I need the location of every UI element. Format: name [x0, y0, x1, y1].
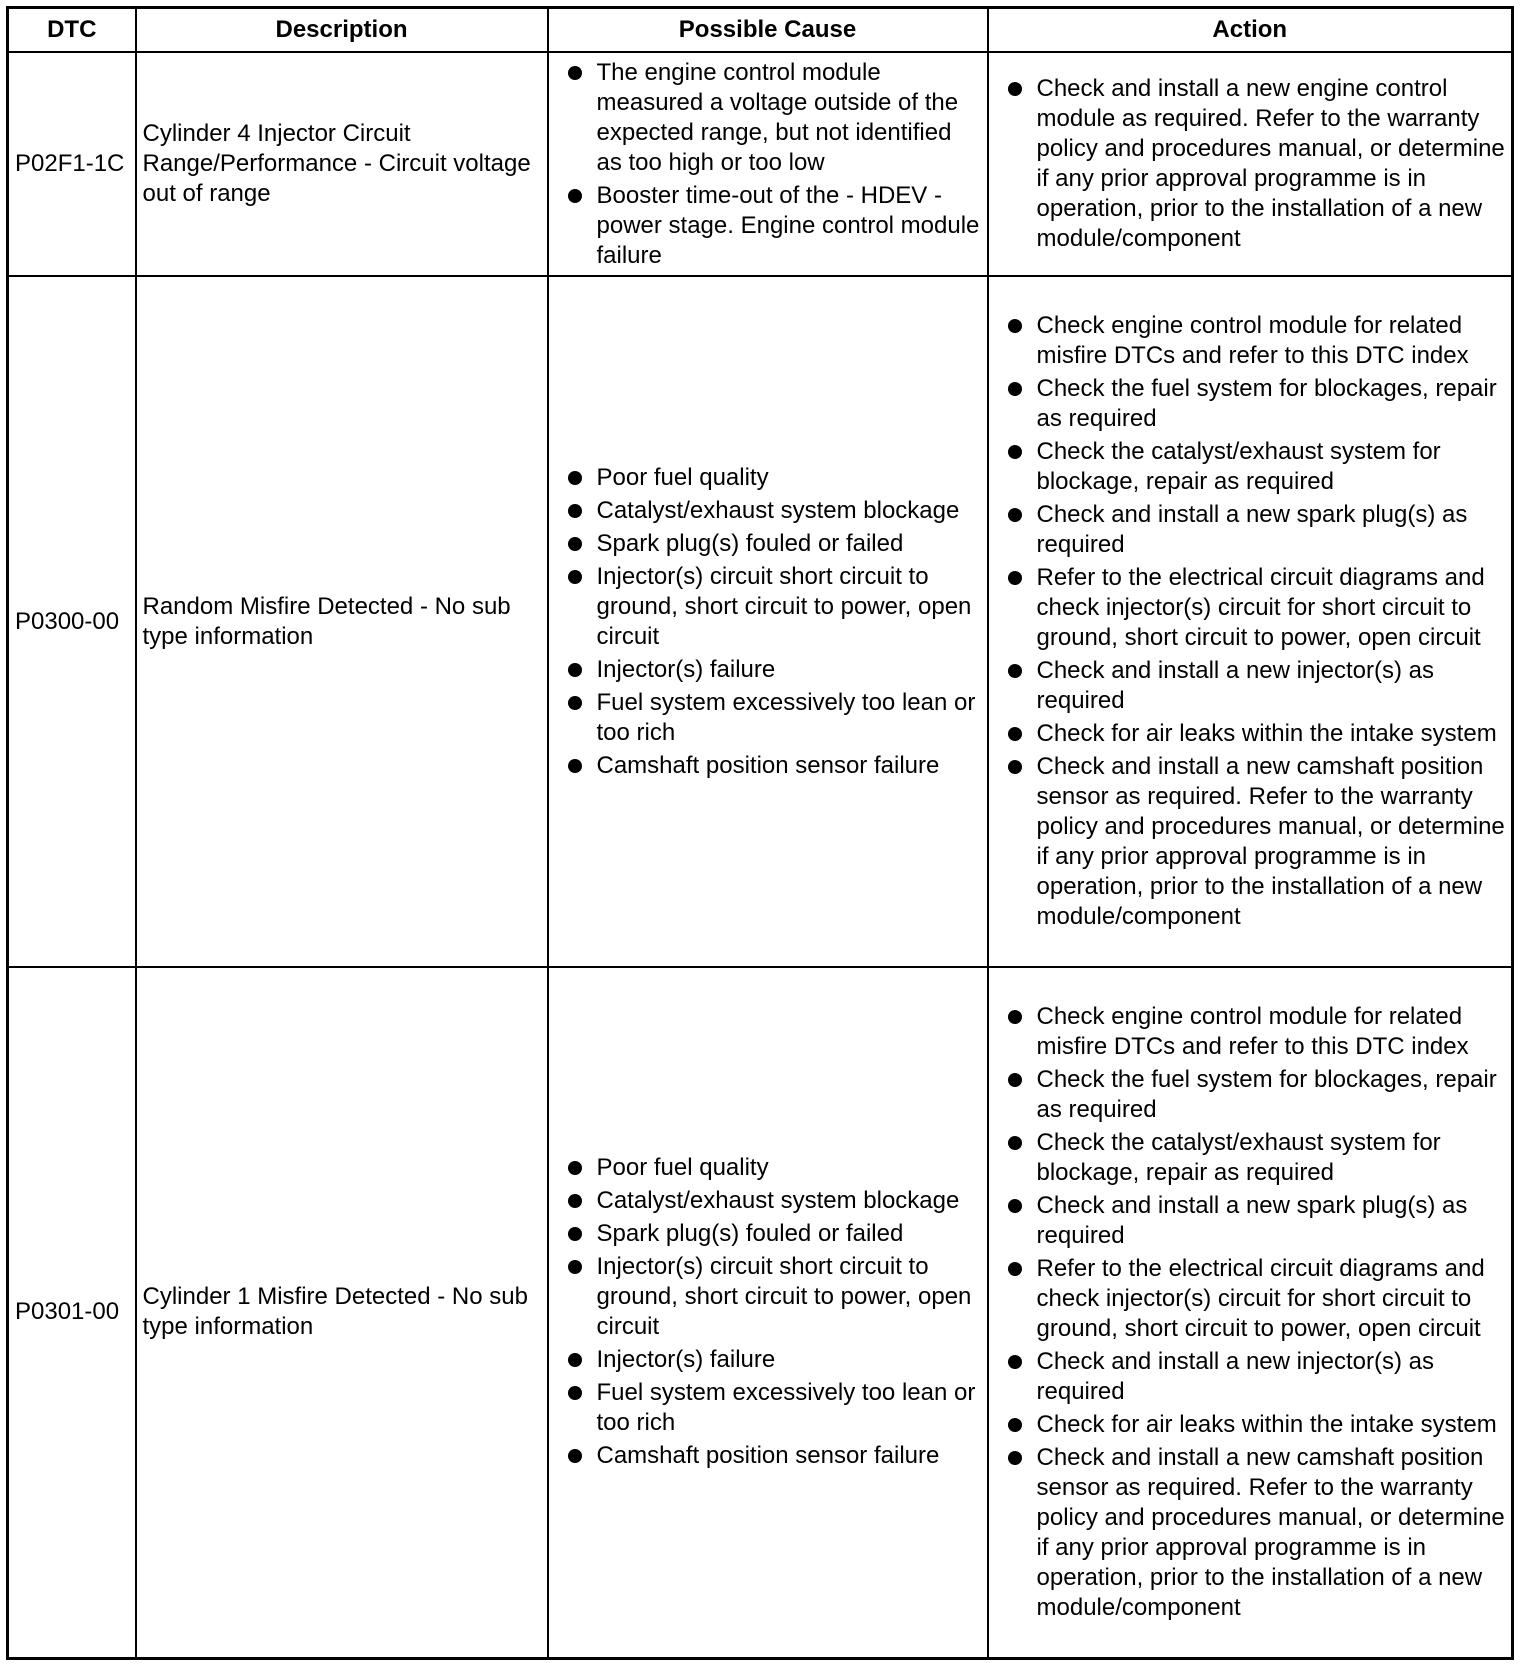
- possible-cause-item: Poor fuel quality: [549, 1153, 987, 1183]
- action-item: Check and install a new injector(s) as required: [989, 656, 1512, 716]
- possible-cause-item: Camshaft position sensor failure: [549, 1441, 987, 1471]
- possible-cause-item: Camshaft position sensor failure: [549, 751, 987, 781]
- table-row: [8, 967, 1513, 1658]
- action-item: Check the catalyst/exhaust system for blockage, repair as required: [989, 1128, 1512, 1188]
- possible-cause-cell: [548, 52, 988, 276]
- header-dtc: DTC: [8, 8, 136, 53]
- possible-cause-item: Booster time-out of the - HDEV - power stage. Engine control module failure: [549, 181, 987, 271]
- dtc-description: Random Misfire Detected - No sub type information: [136, 276, 548, 967]
- possible-cause-item: Injector(s) circuit short circuit to ground, short circuit to power, open circuit: [549, 562, 987, 652]
- table-row: [8, 52, 1513, 276]
- dtc-code: P02F1-1C: [8, 52, 136, 276]
- action-list: [989, 1002, 1512, 1623]
- possible-cause-item: Catalyst/exhaust system blockage: [549, 496, 987, 526]
- dtc-code: P0300-00: [8, 276, 136, 967]
- action-item: Check and install a new spark plug(s) as required: [989, 500, 1512, 560]
- action-item: Check the catalyst/exhaust system for blockage, repair as required: [989, 437, 1512, 497]
- action-cell: [988, 52, 1513, 276]
- possible-cause-item: Injector(s) failure: [549, 655, 987, 685]
- possible-cause-list: [549, 1153, 987, 1471]
- dtc-description: Cylinder 1 Misfire Detected - No sub type information: [136, 967, 548, 1658]
- possible-cause-item: Injector(s) failure: [549, 1345, 987, 1375]
- action-item: Check for air leaks within the intake system: [989, 719, 1512, 749]
- possible-cause-item: The engine control module measured a voltage outside of the expected range, but not identified as too high or too low: [549, 58, 987, 178]
- action-item: Check and install a new camshaft position sensor as required. Refer to the warranty policy and procedures manual, or determine if any prior approval programme is in operation, prior to the installation of a new module/component: [989, 1443, 1512, 1623]
- action-item: Refer to the electrical circuit diagrams and check injector(s) circuit for short circuit to ground, short circuit to power, open circuit: [989, 563, 1512, 653]
- table-body: [8, 52, 1513, 1658]
- action-list: [989, 74, 1512, 254]
- action-item: Check and install a new camshaft position sensor as required. Refer to the warranty policy and procedures manual, or determine if any prior approval programme is in operation, prior to the installation of a new module/component: [989, 752, 1512, 932]
- possible-cause-item: Spark plug(s) fouled or failed: [549, 1219, 987, 1249]
- possible-cause-cell: [548, 967, 988, 1658]
- action-list: [989, 311, 1512, 932]
- action-item: Check and install a new injector(s) as required: [989, 1347, 1512, 1407]
- action-item: Check and install a new spark plug(s) as required: [989, 1191, 1512, 1251]
- possible-cause-item: Spark plug(s) fouled or failed: [549, 529, 987, 559]
- possible-cause-item: Fuel system excessively too lean or too rich: [549, 688, 987, 748]
- action-item: Check engine control module for related misfire DTCs and refer to this DTC index: [989, 1002, 1512, 1062]
- possible-cause-item: Fuel system excessively too lean or too rich: [549, 1378, 987, 1438]
- header-description: Description: [136, 8, 548, 53]
- possible-cause-list: [549, 463, 987, 781]
- dtc-description: Cylinder 4 Injector Circuit Range/Performance - Circuit voltage out of range: [136, 52, 548, 276]
- action-item: Check engine control module for related misfire DTCs and refer to this DTC index: [989, 311, 1512, 371]
- action-item: Check for air leaks within the intake system: [989, 1410, 1512, 1440]
- action-cell: [988, 276, 1513, 967]
- table-header-row: [8, 8, 1513, 53]
- action-item: Check the fuel system for blockages, repair as required: [989, 1065, 1512, 1125]
- possible-cause-cell: [548, 276, 988, 967]
- dtc-table: [6, 6, 1514, 1660]
- table-row: [8, 276, 1513, 967]
- header-possible-cause: Possible Cause: [548, 8, 988, 53]
- action-cell: [988, 967, 1513, 1658]
- possible-cause-list: [549, 58, 987, 271]
- possible-cause-item: Poor fuel quality: [549, 463, 987, 493]
- action-item: Check and install a new engine control module as required. Refer to the warranty policy and procedures manual, or determine if any prior approval programme is in operation, prior to the installation of a new module/component: [989, 74, 1512, 254]
- possible-cause-item: Catalyst/exhaust system blockage: [549, 1186, 987, 1216]
- action-item: Check the fuel system for blockages, repair as required: [989, 374, 1512, 434]
- possible-cause-item: Injector(s) circuit short circuit to ground, short circuit to power, open circuit: [549, 1252, 987, 1342]
- action-item: Refer to the electrical circuit diagrams and check injector(s) circuit for short circuit to ground, short circuit to power, open circuit: [989, 1254, 1512, 1344]
- dtc-code: P0301-00: [8, 967, 136, 1658]
- header-action: Action: [988, 8, 1513, 53]
